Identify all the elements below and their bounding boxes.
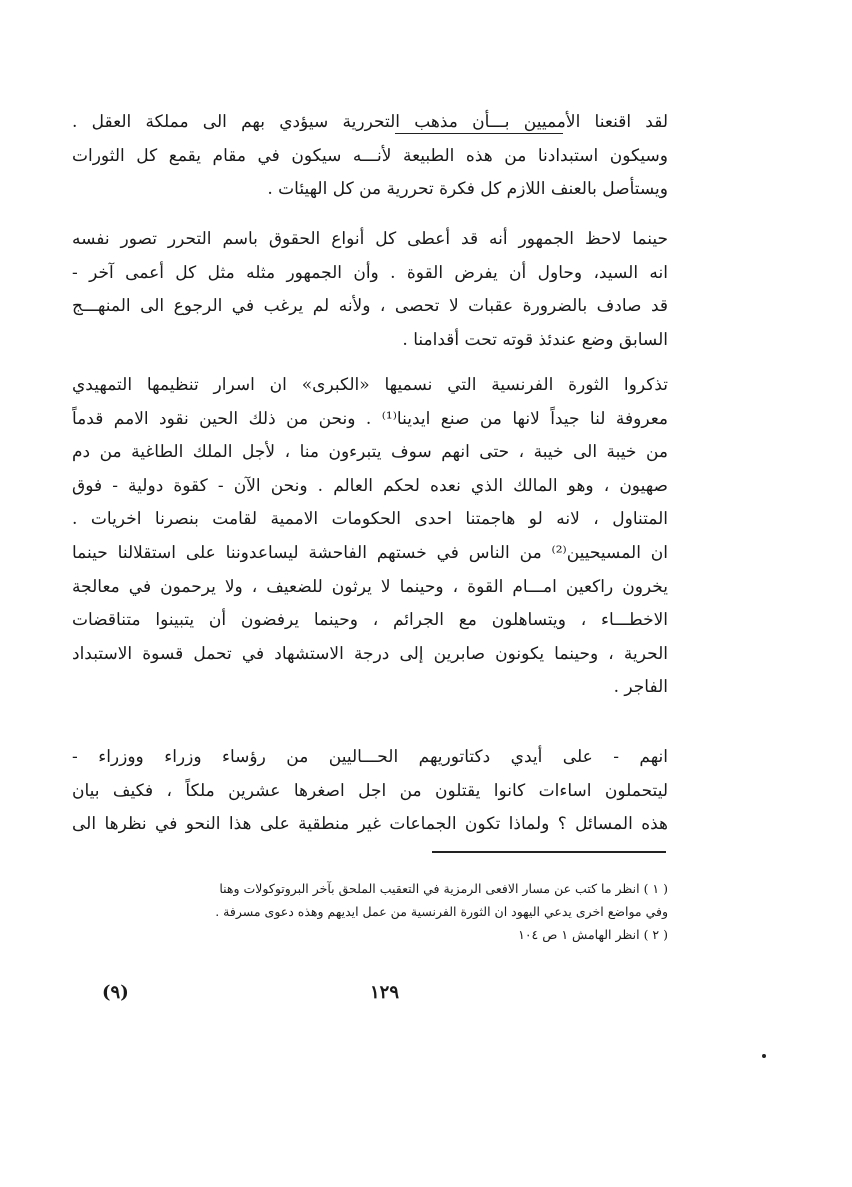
text-line: انه السيد، وحاول أن يفرض القوة . وأن الجمهور مثله مثل كل أعمى آخر - xyxy=(72,262,668,283)
text-line: معروفة لنا جيداً لانها من صنع ايدينا⁽¹⁾ . ونحن من ذلك الحين نقود الامم قدماً xyxy=(72,408,668,429)
text-line: صهيون ، وهو المالك الذي نعده لحكم العالم . ونحن الآن - كقوة دولية - فوق xyxy=(72,475,668,496)
paragraph-1 xyxy=(72,106,668,207)
text-line: قد صادف بالضرورة عقبات لا تحصى ، ولأنه لم يرغب في الرجوع الى المنهـــج xyxy=(72,296,668,317)
paragraph-4 xyxy=(72,741,668,842)
text-line: انهم - على أيدي دكتاتوريهم الحـــاليين من رؤساء وزراء ووزراء - xyxy=(72,747,668,767)
footnote-line: ( ١ ) انظر ما كتب عن مسار الافعى الرمزية في التعقيب الملحق بآخر البروتوكولات وهنا xyxy=(219,881,668,896)
text-line: الفاجر . xyxy=(613,677,668,698)
footnotes xyxy=(80,877,668,946)
text-line: لقد اقنعنا الأمميين بـــأن مذهب التحررية سيؤدي بهم الى مملكة العقل . xyxy=(72,112,668,132)
text-line: الاخطـــاء ، ويتساهلون مع الجرائم ، وحينما يرفضون أن يتبينوا متناقضات xyxy=(72,610,668,631)
text-line: من خيبة الى خيبة ، حتى انهم سوف يتبرءون منا ، لأجل الملك الطاغية من دم xyxy=(72,442,668,463)
text-line: السابق وضع عندئذ قوته تحت أقدامنا . xyxy=(402,329,668,350)
text-line: تذكروا الثورة الفرنسية التي نسميها «الكبرى» ان اسرار تنظيمها التمهيدي xyxy=(72,375,668,395)
paragraph-2 xyxy=(72,223,668,357)
text-line: هذه المسائل ؟ ولماذا تكون الجماعات غير منطقية على هذا النحو في نظرها الى xyxy=(72,814,668,835)
footnote-line: وفي مواضع اخرى يدعي اليهود ان الثورة الفرنسية من عمل ايديهم وهذه دعوى مسرفة . xyxy=(215,904,668,919)
page-number: ١٢٩ xyxy=(370,982,400,1003)
text-line: ليتحملون اساءات كانوا يقتلون من اجل اصغرها عشرين ملكاً ، فكيف بيان xyxy=(72,780,668,801)
paragraph-3 xyxy=(72,369,668,705)
text-line: حينما لاحظ الجمهور أنه قد أعطى كل أنواع الحقوق باسم التحرر تصور نفسه xyxy=(72,229,668,249)
text-line: وسيكون استبدادنا من هذه الطبيعة لأنـــه سيكون في مقام يقمع كل الثورات xyxy=(72,145,668,166)
footnote-line: ( ٢ ) انظر الهامش ١ ص ١٠٤ xyxy=(518,927,668,942)
text-line: الحرية ، وحينما يكونون صابرين إلى درجة الاستشهاد في تحمل قسوة الاستبداد xyxy=(72,643,668,664)
stray-mark xyxy=(762,1054,766,1058)
footnote-separator xyxy=(432,851,666,853)
signature-number: (٩) xyxy=(102,982,129,1003)
text-line: ويستأصل بالعنف اللازم كل فكرة تحررية من كل الهيئات . xyxy=(267,179,668,200)
text-line: يخرون راكعين امـــام القوة ، وحينما لا يرثون للضعيف ، ولا يرحمون في معالجة xyxy=(72,576,668,597)
text-line: ان المسيحيين⁽²⁾ من الناس في خستهم الفاحشة ليساعدوننا على استقلالنا حينما xyxy=(72,542,668,563)
text-line: المتناول ، لانه لو هاجمتنا احدى الحكومات الاممية لقامت بنصرنا اخريات . xyxy=(72,509,668,530)
